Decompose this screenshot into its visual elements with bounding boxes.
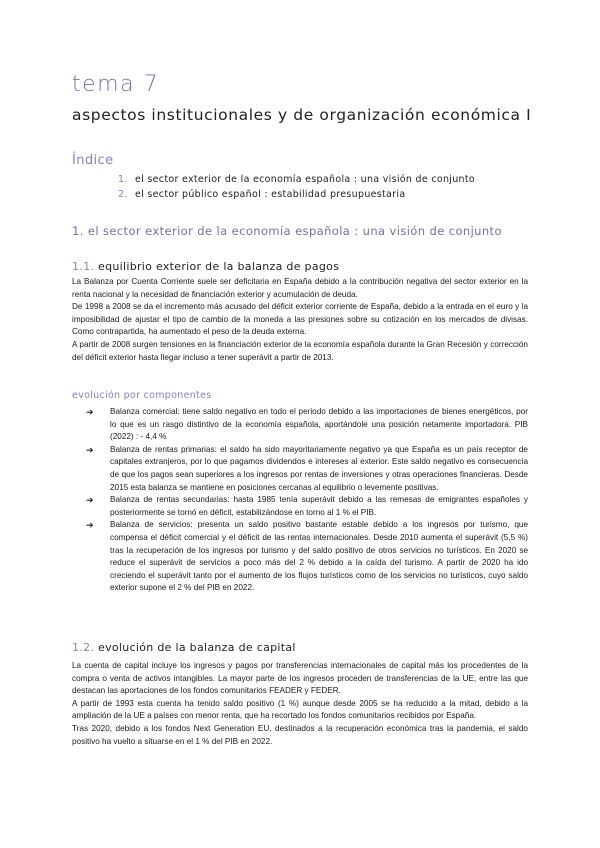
subsection-1-1-heading (72, 260, 528, 273)
document-subtitle: aspectos institucionales y de organización económica I (72, 106, 532, 124)
paragraph: La cuenta de capital incluye los ingresos y pagos por transferencias internacionales de capital más los procedentes de la compra o venta de activos intangibles. La mayor parte de los ingresos proceden de transferencias de la UE, entre las que destacan las aportaciones de los fondos comunitarios FEADER y FEDER. (72, 661, 528, 696)
list-item (86, 444, 528, 494)
arrow-icon: ➔ (86, 495, 94, 506)
section-title: el sector exterior de la economía española : una visión de conjunto (87, 224, 502, 238)
index-item-label: el sector público español : estabilidad presupuestaria (135, 189, 406, 200)
list-item-text: Balanza de rentas secundarias: hasta 1985 tenía superávit debido a las remesas de emigrantes españoles y posteriormente se tornó en déficit, estabilizándose en torno al 1 % el PIB. (110, 495, 528, 517)
paragraph: La Balanza por Cuenta Corriente suele ser deficitaria en España debido a la contribución negativa del sector exterior en la renta nacional y la necesidad de financiación exterior y acumulación de deuda. (72, 277, 528, 299)
evolucion-heading: evolución por componentes (72, 390, 212, 401)
subsection-1-2-heading (72, 641, 528, 654)
list-item-text: Balanza de rentas primarias: el saldo ha sido mayoritariamente negativo ya que España es un país receptor de capitales extranjeros, por lo que pagamos dividendos e intereses al exterior. Este saldo negativo es consecuencia de que los pagos sean superiores a los ingresos por rentas de inversiones y otras operaciones financieras. Desde 2015 esta balanza se mantiene en posiciones cercanas al equilibrio o levemente positivas. (110, 444, 528, 492)
index-list (118, 174, 475, 204)
index-item[interactable] (118, 174, 475, 189)
paragraph: De 1998 a 2008 se da el incremento más acusado del déficit exterior corriente de España, debido a la entrada en el euro y la imposibilidad de ajustar el tipo de cambio de la moneda a las presiones sobre su cotización en los mercados de divisas. Como contrapartida, ha aumentado el peso de la deuda externa. (72, 302, 528, 337)
arrow-icon: ➔ (86, 444, 94, 455)
index-item-label: el sector exterior de la economía española : una visión de conjunto (135, 174, 475, 185)
subsection-1-2-body (72, 660, 528, 748)
subsection-number: 1.1. (72, 260, 95, 273)
document-title: tema 7 (72, 72, 160, 97)
paragraph: A partir de 1993 esta cuenta ha tenido saldo positivo (1 %) aunque desde 2005 se ha reducido a la mitad, debido a la ampliación de la UE a países con menor renta, que ha recortado los fondos comunitarios recibidos por España. (72, 698, 528, 721)
arrow-icon: ➔ (86, 407, 94, 417)
section-1-heading (72, 224, 502, 238)
list-item (86, 406, 528, 444)
paragraph: A partir de 2008 surgen tensiones en la financiación exterior de la economía española durante la Gran Recesión y corrección del déficit exterior hasta llegar incluso a tener superávit a partir de 2013. (72, 339, 528, 362)
arrow-icon: ➔ (86, 520, 94, 531)
subsection-title: evolución de la balanza de capital (98, 641, 296, 654)
subsection-title: equilibrio exterior de la balanza de pagos (98, 260, 340, 273)
list-item-text: Balanza de servicios: presenta un saldo positivo bastante estable debido a los ingresos por turismo, que compensa el déficit comercial y el déficit de las rentas internacionales. Desde 2010 aumenta el superávit (5,5 %) tras la recuperación de los ingresos por turismo y del saldo positivo de otros servicios no turísticos. En 2020 se reduce el superávit de servicios a poco más del 2 % debido a la caída del turismo. A partir de 2020 ha ido creciendo el superávit tanto por el aumento de los flujos turísticos como de los servicios no turísticos, cuyo saldo exterior supone el 2 % del PIB en 2022. (110, 520, 528, 593)
index-item-number: 2. (118, 189, 128, 200)
subsection-number: 1.2. (72, 641, 95, 654)
index-heading: Índice (72, 153, 114, 168)
section-number: 1. (72, 224, 84, 238)
paragraph: Tras 2020, debido a los fondos Next Generation EU, destinados a la recuperación económica tras la pandemia, el saldo positivo ha vuelto a situarse en el 1 % del PIB en 2022. (72, 723, 528, 746)
index-item-number: 1. (118, 174, 128, 185)
evolucion-list (86, 406, 528, 595)
list-item-text: Balanza comercial: tiene saldo negativo en todo el periodo debido a las importaciones de bienes energéticos, por lo que es un rasgo distintivo de la economía española, aportándole una posición netamente importadora. PIB (2022) : - 4,4 % (110, 407, 528, 442)
index-item[interactable] (118, 189, 475, 204)
list-item (86, 519, 528, 595)
subsection-1-1-body (72, 276, 528, 364)
list-item (86, 494, 528, 519)
